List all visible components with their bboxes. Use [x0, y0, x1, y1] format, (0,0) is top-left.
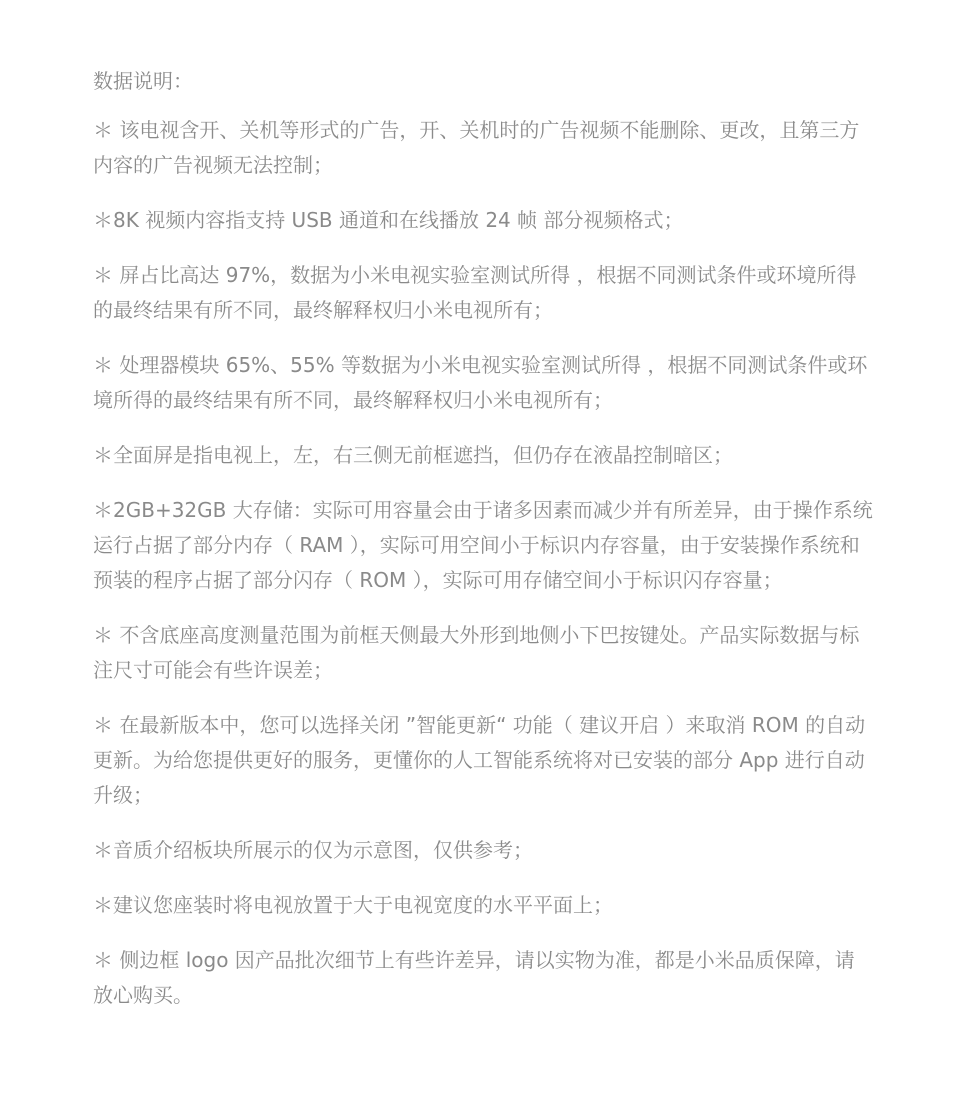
- note-8k-video: ＊8K 视频内容指支持 USB 通道和在线播放 24 帧 部分视频格式；: [93, 208, 684, 232]
- note-screen-ratio: ＊ 屏占比高达 97%，数据为小米电视实验室测试所得 ，根据不同测试条件或环境所得的最终结果有所不同，最终解释权归小米电视所有；: [93, 263, 857, 322]
- data-notes-section: [93, 64, 873, 1033]
- note-ads: ＊ 该电视含开、关机等形式的广告，开、关机时的广告视频不能删除、更改，且第三方内容的广告视频无法控制；: [93, 118, 860, 177]
- note-full-screen: ＊全面屏是指电视上，左，右三侧无前框遮挡，但仍存在液晶控制暗区；: [93, 443, 733, 467]
- note-placement: ＊建议您座装时将电视放置于大于电视宽度的水平平面上；: [93, 893, 613, 917]
- notes-title: 数据说明：: [93, 69, 193, 93]
- note-height-measurement: ＊ 不含底座高度测量范围为前框天侧最大外形到地侧小下巴按键处。产品实际数据与标注尺寸可能会有些许误差；: [93, 623, 860, 682]
- note-smart-update: ＊ 在最新版本中，您可以选择关闭 ”智能更新“ 功能（ 建议开启 ）来取消 ROM 的自动更新。为给您提供更好的服务，更懂你的人工智能系统将对已安装的部分 App 进行自动升级；: [93, 713, 866, 807]
- note-storage: ＊2GB+32GB 大存储：实际可用容量会由于诸多因素而减少并有所差异，由于操作系统运行占据了部分内存（ RAM ），实际可用空间小于标识内存容量，由于安装操作系统和预装的程序占据了部分闪存（ ROM ），实际可用存储空间小于标识闪存容量；: [93, 498, 873, 592]
- note-processor-module: ＊ 处理器模块 65%、55% 等数据为小米电视实验室测试所得 ，根据不同测试条件或环境所得的最终结果有所不同，最终解释权归小米电视所有；: [93, 353, 868, 412]
- note-side-frame-logo: ＊ 侧边框 logo 因产品批次细节上有些许差异，请以实物为准，都是小米品质保障，请放心购买。: [93, 948, 855, 1007]
- note-audio-illustration: ＊音质介绍板块所展示的仅为示意图，仅供参考；: [93, 838, 533, 862]
